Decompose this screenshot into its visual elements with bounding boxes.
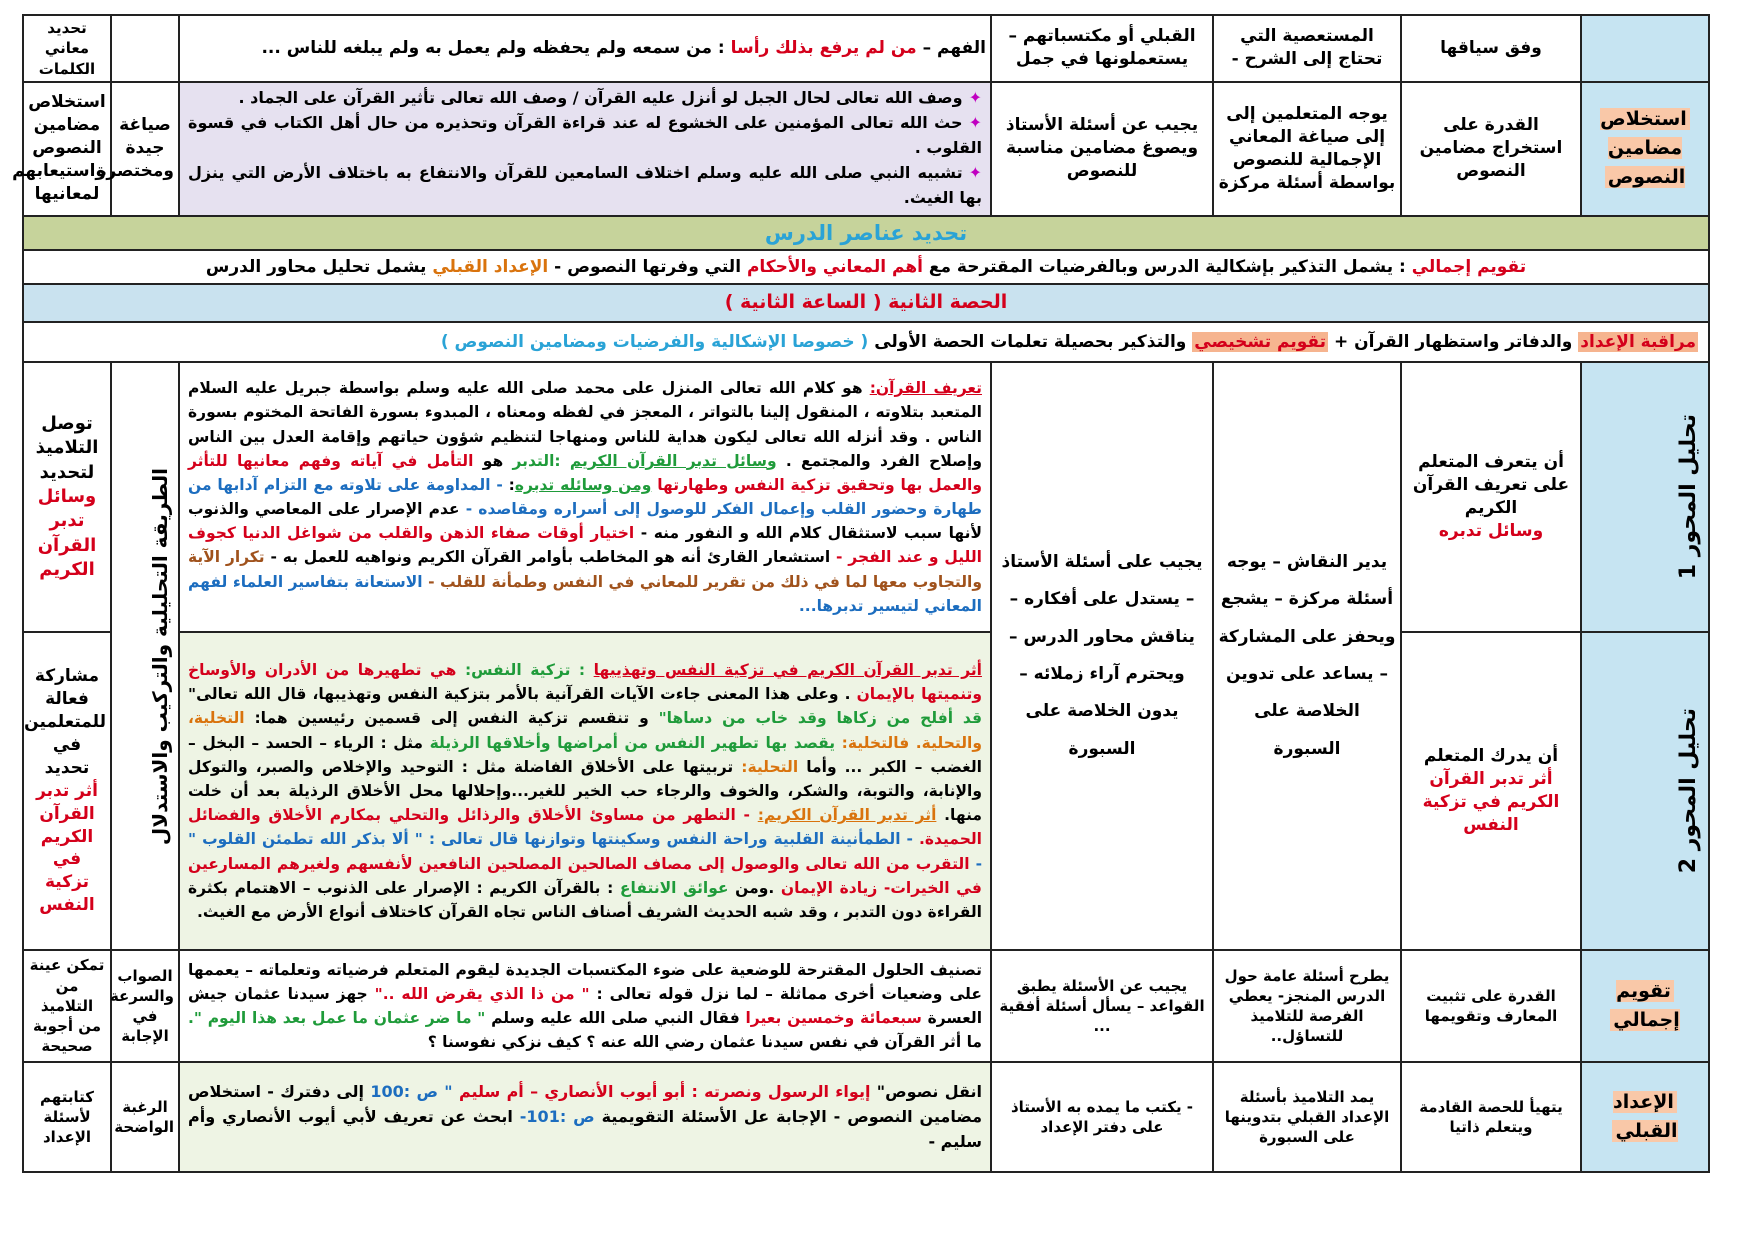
- axis2-label-cell: [1581, 632, 1709, 950]
- axis1-row: [23, 362, 1709, 632]
- extract-criteria: صياغة جيدة ومختصرة: [111, 82, 179, 216]
- axis1-label: تحليل المحور 1: [1676, 414, 1702, 580]
- evaluation-indicator: تمكن عينة من التلاميذ من أجوبة صحيحة: [23, 950, 111, 1062]
- prep-row: [23, 1062, 1709, 1172]
- extract-label: استخلاص مضامين النصوص: [1600, 108, 1690, 189]
- extract-bullet: ✦تشبيه النبي صلى الله عليه وسلم اختلاف السامعين للقرآن والانتفاع به باختلاف الأرض التي ينزل بها الغيث.: [188, 163, 982, 208]
- banner-session-row: [23, 284, 1709, 322]
- top-teacher: المستعصية التي تحتاج إلى الشرح -: [1213, 15, 1401, 82]
- extract-contents: [179, 82, 991, 216]
- monitor-text: مراقبة الإعداد والدفاتر واستظهار القرآن + تقويم تشخيصي والتذكير بحصيلة تعلمات الحصة الأولى ( خصوصا الإشكالية والفرضيات ومضامين النصوص ): [23, 322, 1709, 362]
- top-goal: وفق سياقها: [1401, 15, 1581, 82]
- banner-elements: تحديد عناصر الدرس: [23, 216, 1709, 250]
- prep-indicator: كتابتهم لأسئلة الإعداد: [23, 1062, 111, 1172]
- extract-goal: القدرة على استخراج مضامين النصوص: [1401, 82, 1581, 216]
- extract-indicator: استخلاص مضامين النصوص واستيعابهم لمعانيها: [23, 82, 111, 216]
- evaluation-criteria: الصواب والسرعة في الإجابة: [111, 950, 179, 1062]
- axis2-indicator: مشاركة فعالة للمتعلمين في تحديد أثر تدبر القرآن الكريم في تزكية النفس: [23, 632, 111, 950]
- top-indicator: تحديد معاني الكلمات: [23, 15, 111, 82]
- top-criteria: [111, 15, 179, 82]
- summary-row: [23, 250, 1709, 284]
- axis2-row: [23, 632, 1709, 950]
- axis1-label-cell: [1581, 362, 1709, 632]
- evaluation-label-cell: [1581, 950, 1709, 1062]
- top-label-cell: [1581, 15, 1709, 82]
- lesson-plan-table: [12, 14, 1710, 1173]
- top-content-a: الفهم –: [922, 37, 986, 58]
- top-learner: القبلي أو مكتسباتهم – يستعملونها في جمل: [991, 15, 1213, 82]
- top-content-c: : من سمعه ولم يحفظه ولم يعمل به ولم يبلغه للناس ...: [261, 37, 725, 58]
- evaluation-teacher: يطرح أسئلة عامة حول الدرس المنجز- يعطي الفرصة للتلاميذ للتساؤل..: [1213, 950, 1401, 1062]
- prep-criteria: الرغبة الواضحة: [111, 1062, 179, 1172]
- axis2-content: أثر تدبر القرآن الكريم في تزكية النفس وتهذيبها : تزكية النفس: هي تطهيرها من الأدران والأوساخ وتنميتها بالإيمان . وعلى هذا المعنى جاءت الآيات القرآنية بالأمر بتزكية النفس وتهذيبها، قال الله تعالى" قد أفلح من زكاها وقد خاب من دساها" و تنقسم تزكية النفس إلى قسمين رئيسين هما: التخلية، والتحلية. فالتخلية: يقصد بها تطهير النفس من أمراضها وأخلاقها الرذيلة مثل : الرياء – الحسد – البخل – الغضب – الكبر ... وأما التحلية: تربيتها على الأخلاق الفاضلة مثل : التوحيد والإخلاص والصبر، والتوكل والإنابة، والتوبة، والشكر، والخوف والرجاء حب الخير للغير...وإحلالها محل الأخلاق الرذيلة بعد أن خلت منها. أثر تدبر القرآن الكريم: - التطهر من مساوئ الأخلاق والرذائل والتحلي بمكارم الأخلاق والفضائل الحميدة. - الطمأنينة القلبية وراحة النفس وسكينتها وتوازنها قال تعالى : " ألا بذكر الله تطمئن القلوب " - التقرب من الله تعالى والوصول إلى مصاف الصالحين المصلحين النافعين لأنفسهم ولغيرهم المسارعين في الخيرات- زيادة الإيمان .ومن عوائق الانتفاع : بالقرآن الكريم : الإصرار على الذنوب – الاهتمام بكثرة القراءة دون التدبر ، وقد شبه الحديث الشريف أصناف الناس تجاه القرآن كاختلاف أنواع الأرض مع الغيث.: [179, 632, 991, 950]
- top-row: [23, 15, 1709, 82]
- summary-text: تقويم إجمالي : يشمل التذكير بإشكالية الدرس وبالفرضيات المقترحة مع أهم المعاني والأحكام التي وفرتها النصوص - الإعداد القبلي يشمل تحليل محاور الدرس: [23, 250, 1709, 284]
- extract-teacher: يوجه المتعلمين إلى إلى صياغة المعاني الإجمالية للنصوص بواسطة أسئلة مركزة: [1213, 82, 1401, 216]
- banner-elements-row: [23, 216, 1709, 250]
- top-content-b: من لم يرفع بذلك رأسا: [730, 37, 917, 58]
- prep-label-cell: [1581, 1062, 1709, 1172]
- axis1-indicator: توصل التلاميذ لتحديد وسائل تدبر القرآن الكريم: [23, 362, 111, 632]
- monitor-row: [23, 322, 1709, 362]
- axis1-content: تعريف القرآن: هو كلام الله تعالى المنزل على محمد صلى الله عليه وسلم بواسطة جبريل عليه السلام المتعبد بتلاوته ، المنقول إلينا بالتواتر ، المعجز في لفظه ومعناه ، المبدوء بسورة الفاتحة المختوم بسورة الناس . وقد أنزله الله تعالى ليكون هداية للناس ومنهاجا لتنظيم شؤون حياتهم وإقامة العدل بين الناس وإصلاح الفرد والمجتمع . وسائل تدبر القرآن الكريم :التدبر هو التأمل في آياته وفهم معانيها للتأثر والعمل بها وتحقيق تزكية النفس وطهارتها ومن وسائله تدبره: - المداومة على تلاوته مع التزام آدابها من طهارة وحضور القلب وإعمال الفكر للوصول إلى أسراره ومقاصده - عدم الإصرار على المعاصي والذنوب لأنها سبب لاستثقال كلام الله و النفور منه - اختيار أوقات صفاء الذهن والقلب من شواغل الدنيا كجوف الليل و عند الفجر - استشعار القارئ أنه هو المخاطب بأوامر القرآن الكريم ونواهيه للعمل به - تكرار الآية والتجاوب معها لما في ذلك من تقرير للمعاني في النفس وطمأنة للقلب - الاستعانة بتفاسير العلماء لفهم المعاني لتيسير تدبرها...: [179, 362, 991, 632]
- prep-teacher: يمد التلاميذ بأسئلة الإعداد القبلي بتدوينها على السبورة: [1213, 1062, 1401, 1172]
- extract-label-cell: [1581, 82, 1709, 216]
- extract-learner: يجيب عن أسئلة الأستاذ ويصوغ مضامين مناسبة للنصوص: [991, 82, 1213, 216]
- bullet-icon: ✦: [968, 88, 982, 108]
- evaluation-row: [23, 950, 1709, 1062]
- axis2-goal: أن يدرك المتعلم أثر تدبر القرآن الكريم في تزكية النفس: [1401, 632, 1581, 950]
- approach-cell: [111, 362, 179, 950]
- axis1-goal: أن يتعرف المتعلم على تعريف القرآن الكريم وسائل تدبره: [1401, 362, 1581, 632]
- approach-text: الطريقة التحليلية والتركيب والاستدلال: [148, 467, 172, 845]
- evaluation-goal: القدرة على تثبيت المعارف وتقويمها: [1401, 950, 1581, 1062]
- evaluation-learner: يجيب عن الأسئلة يطبق القواعد – يسأل أسئلة أفقية ...: [991, 950, 1213, 1062]
- bullet-icon: ✦: [968, 113, 982, 133]
- learner-mid: يجيب على أسئلة الأستاذ – يستدل على أفكاره – يناقش محاور الدرس – ويحترم آراء زملائه – يدون الخلاصة على السبورة: [991, 362, 1213, 950]
- evaluation-label: تقويم إجمالي: [1610, 980, 1679, 1031]
- bullet-icon: ✦: [968, 163, 982, 183]
- evaluation-content: تصنيف الحلول المقترحة للوضعية على ضوء المكتسبات الجديدة ليقوم المتعلم فرضياته وتعلماته – يعممها على وضعيات أخرى مماثلة – لما نزل قوله تعالى : " من ذا الذي يقرض الله .." جهز سيدنا عثمان جيش العسرة سبعمائة وخمسين بعيرا فقال النبي صلى الله عليه وسلم " ما ضر عثمان ما عمل بعد هذا اليوم ". ما أثر القرآن في نفس سيدنا عثمان رضي الله عنه ؟ كيف نزكي نفوسنا ؟: [179, 950, 991, 1062]
- banner-session: الحصة الثانية ( الساعة الثانية ): [23, 284, 1709, 322]
- extract-bullet: ✦حث الله تعالى المؤمنين على الخشوع له عند قراءة القرآن وتحذيره من حال أهل الكتاب في قسوة القلوب .: [188, 113, 982, 158]
- prep-content: انقل نصوص" إيواء الرسول ونصرته : أبو أيوب الأنصاري – أم سليم " ص :100 إلى دفترك - استخلاص مضامين النصوص - الإجابة عل الأسئلة التقويمية ص :101- ابحث عن تعريف لأبي أيوب الأنصاري وأم سليم -: [179, 1062, 991, 1172]
- extract-row: [23, 82, 1709, 216]
- axis2-label: تحليل المحور 2: [1676, 708, 1702, 874]
- lesson-plan-page: [12, 14, 1710, 1173]
- prep-goal: يتهيأ للحصة القادمة ويتعلم ذاتيا: [1401, 1062, 1581, 1172]
- teacher-mid: يدير النقاش – يوجه أسئلة مركزة – يشجع ويحفز على المشاركة – يساعد على تدوين الخلاصة على السبورة: [1213, 362, 1401, 950]
- prep-learner: - يكتب ما يمده به الأستاذ على دفتر الإعداد: [991, 1062, 1213, 1172]
- prep-label: الإعداد القبلي: [1613, 1090, 1678, 1143]
- top-content: [179, 15, 991, 82]
- extract-bullet: ✦وصف الله تعالى لحال الجبل لو أنزل عليه القرآن / وصف الله تعالى تأثير القرآن على الجماد .: [238, 88, 982, 108]
